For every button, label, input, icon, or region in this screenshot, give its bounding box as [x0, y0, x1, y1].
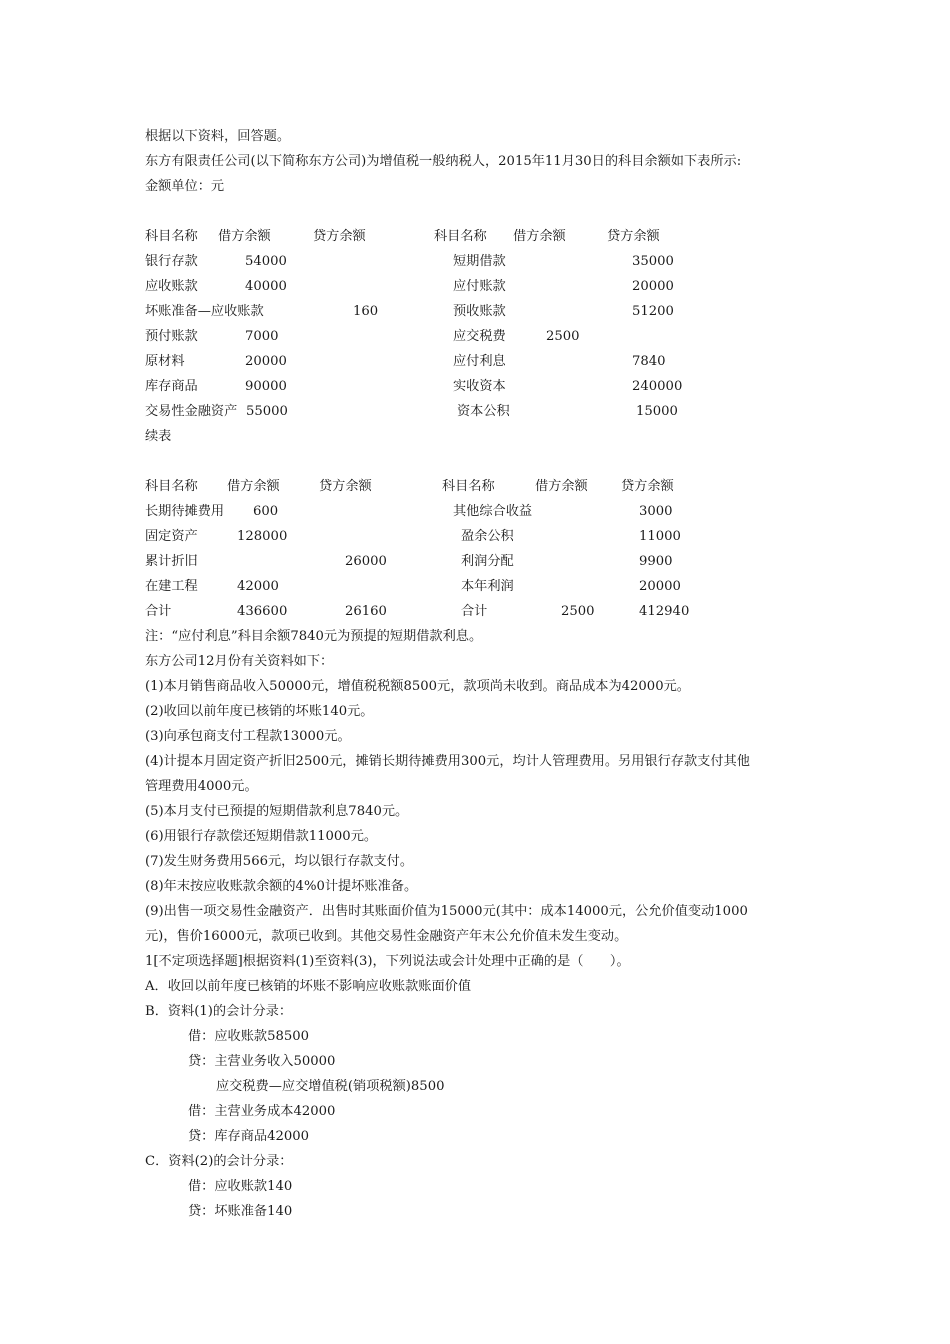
table-cell: 9900 [639, 554, 673, 569]
table-cell: 35000 [632, 254, 674, 269]
intro-line: 东方有限责任公司(以下简称东方公司)为增值税一般纳税人，2015年11月30日的科目余额如下表所示: [145, 154, 742, 169]
table-cell: 90000 [245, 379, 287, 394]
table-cell: 26160 [345, 604, 387, 619]
list-item: (2)收回以前年度已核销的坏账140元。 [145, 704, 374, 719]
table-cell: 应交税费 [453, 329, 506, 344]
table-cell: 412940 [639, 604, 690, 619]
table-cell: 合计 [145, 604, 172, 619]
table-cell: 20000 [632, 279, 674, 294]
table-cell: 银行存款 [145, 254, 198, 269]
list-item: 元)，售价16000元，款项已收到。其他交易性金融资产年末公允价值未发生变动。 [145, 929, 628, 944]
table-cell: 40000 [245, 279, 287, 294]
table-cell: 20000 [639, 579, 681, 594]
list-item: (4)计提本月固定资产折旧2500元，摊销长期待摊费用300元，均计人管理费用。另用银行存款支付其他 [145, 754, 750, 769]
table-cell: 7000 [245, 329, 279, 344]
list-item: (1)本月销售商品收入50000元，增值税税额8500元，款项尚未收到。商品成本为42000元。 [145, 679, 690, 694]
header-cell: 借方余额 [535, 479, 588, 494]
list-item: (5)本月支付已预提的短期借款利息7840元。 [145, 804, 409, 819]
journal-entry-line: 借：主营业务成本42000 [188, 1104, 336, 1119]
journal-entry-line: 贷：坏账准备140 [188, 1204, 293, 1219]
header-cell: 科目名称 [442, 479, 495, 494]
table-cell: 26000 [345, 554, 387, 569]
journal-entry-line: 借：应收账款140 [188, 1179, 293, 1194]
table-cell: 累计折旧 [145, 554, 198, 569]
header-cell: 借方余额 [227, 479, 280, 494]
header-cell: 贷方余额 [313, 229, 366, 244]
header-cell: 科目名称 [145, 229, 198, 244]
table-cell: 交易性金融资产 [145, 404, 238, 419]
paragraph: 东方公司12月份有关资料如下： [145, 654, 334, 669]
continued-label: 续表 [145, 429, 172, 444]
journal-entry-line: 应交税费—应交增值税(销项税额)8500 [216, 1079, 445, 1094]
header-cell: 借方余额 [513, 229, 566, 244]
table-cell: 预收账款 [453, 304, 506, 319]
table-cell: 利润分配 [461, 554, 514, 569]
table-cell: 3000 [639, 504, 673, 519]
table-cell: 原材料 [145, 354, 185, 369]
journal-entry-line: 借：应收账款58500 [188, 1029, 310, 1044]
table-cell: 在建工程 [145, 579, 198, 594]
table-cell: 436600 [237, 604, 288, 619]
header-cell: 科目名称 [145, 479, 198, 494]
header-cell: 贷方余额 [319, 479, 372, 494]
header-cell: 贷方余额 [621, 479, 674, 494]
table-cell: 盈余公积 [461, 529, 514, 544]
table-cell: 51200 [632, 304, 674, 319]
unit-note: 金额单位：元 [145, 179, 225, 194]
table-cell: 应付利息 [453, 354, 506, 369]
table-cell: 2500 [546, 329, 580, 344]
table-cell: 160 [353, 304, 379, 319]
journal-entry-line: 贷：主营业务收入50000 [188, 1054, 336, 1069]
option-c: C．资料(2)的会计分录： [145, 1154, 293, 1169]
table-cell: 预付账款 [145, 329, 198, 344]
table-cell: 坏账准备—应收账款 [145, 304, 264, 319]
list-item: (3)向承包商支付工程款13000元。 [145, 729, 351, 744]
table-cell: 128000 [237, 529, 288, 544]
table-cell: 54000 [245, 254, 287, 269]
table-cell: 20000 [245, 354, 287, 369]
list-item: (7)发生财务费用566元，均以银行存款支付。 [145, 854, 414, 869]
table-cell: 2500 [561, 604, 595, 619]
table-cell: 库存商品 [145, 379, 198, 394]
table-cell: 短期借款 [453, 254, 506, 269]
header-cell: 借方余额 [218, 229, 271, 244]
list-item: 管理费用4000元。 [145, 779, 258, 794]
question-stem: 1[不定项选择题]根据资料(1)至资料(3)，下列说法或会计处理中正确的是（ ）。 [145, 954, 630, 969]
table-cell: 7840 [632, 354, 666, 369]
table-cell: 11000 [639, 529, 681, 544]
intro-line: 根据以下资料，回答题。 [145, 129, 291, 144]
table-cell: 资本公积 [457, 404, 510, 419]
table-cell: 15000 [636, 404, 678, 419]
header-cell: 科目名称 [434, 229, 487, 244]
table-cell: 长期待摊费用 [145, 504, 225, 519]
option-b: B．资料(1)的会计分录： [145, 1004, 293, 1019]
note-line: 注：“应付利息”科目余额7840元为预提的短期借款利息。 [145, 629, 483, 644]
table-cell: 55000 [246, 404, 288, 419]
header-cell: 贷方余额 [607, 229, 660, 244]
table-cell: 600 [253, 504, 279, 519]
table-cell: 应收账款 [145, 279, 198, 294]
table-cell: 合计 [461, 604, 488, 619]
table-cell: 实收资本 [453, 379, 506, 394]
table-cell: 固定资产 [145, 529, 198, 544]
list-item: (6)用银行存款偿还短期借款11000元。 [145, 829, 378, 844]
list-item: (9)出售一项交易性金融资产．出售时其账面价值为15000元(其中：成本14000元，公允价值变动1000 [145, 904, 748, 919]
table-cell: 其他综合收益 [453, 504, 533, 519]
list-item: (8)年末按应收账款余额的4%0计提坏账准备。 [145, 879, 418, 894]
table-cell: 本年利润 [461, 579, 514, 594]
table-cell: 应付账款 [453, 279, 506, 294]
journal-entry-line: 贷：库存商品42000 [188, 1129, 310, 1144]
table-cell: 240000 [632, 379, 683, 394]
table-cell: 42000 [237, 579, 279, 594]
option-a: A．收回以前年度已核销的坏账不影响应收账款账面价值 [145, 979, 472, 994]
